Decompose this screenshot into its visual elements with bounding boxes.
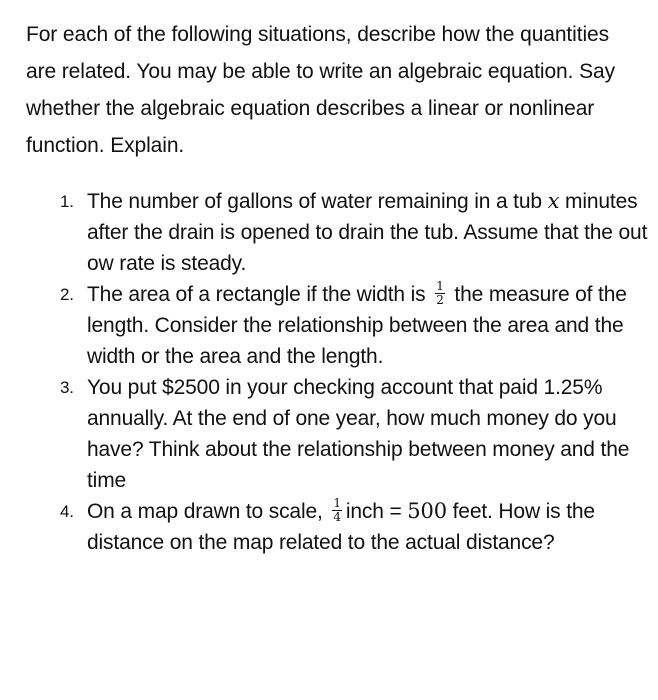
fraction-denominator: 4 [333, 509, 341, 524]
fraction-numerator: 1 [333, 495, 341, 510]
question-number: 3. [60, 378, 74, 397]
instructions-paragraph: For each of the following situations, describe how the quantities are related. You may be able to write an algebraic equation. Say whether the algebraic equation describes a linear or nonlinear function. Explain. [26, 23, 615, 157]
fraction-numerator: 1 [436, 278, 444, 293]
question-text: minutes after the drain is opened to drain the tub. Assume that the out ow rate is steady. [87, 190, 648, 275]
math-variable: x [547, 189, 560, 213]
question-2 [60, 279, 650, 372]
question-text: On a map drawn to scale, [87, 500, 323, 523]
document-page [26, 16, 648, 554]
fraction [332, 497, 342, 524]
question-list [60, 186, 650, 558]
question-text: feet. How is the distance on the map related to the actual distance? [87, 500, 595, 554]
fraction-denominator: 2 [436, 292, 444, 307]
math-number: 500 [407, 499, 447, 523]
question-4 [60, 496, 650, 558]
question-3 [60, 372, 650, 496]
question-text: the measure of the length. Consider the relationship between the area and the width or the area and the length. [87, 283, 627, 368]
question-number: 2. [60, 285, 74, 304]
question-number: 4. [60, 502, 74, 521]
question-text: You put $2500 in your checking account that paid 1.25% annually. At the end of one year, how much money do you have? Think about the relationship between money and the time [87, 376, 630, 492]
question-text: The number of gallons of water remaining in a tub [87, 190, 548, 213]
question-text: The area of a rectangle if the width is [87, 283, 426, 306]
question-number: 1. [60, 192, 74, 211]
question-1 [60, 186, 650, 279]
fraction [435, 280, 445, 307]
question-text: inch = [345, 500, 408, 523]
